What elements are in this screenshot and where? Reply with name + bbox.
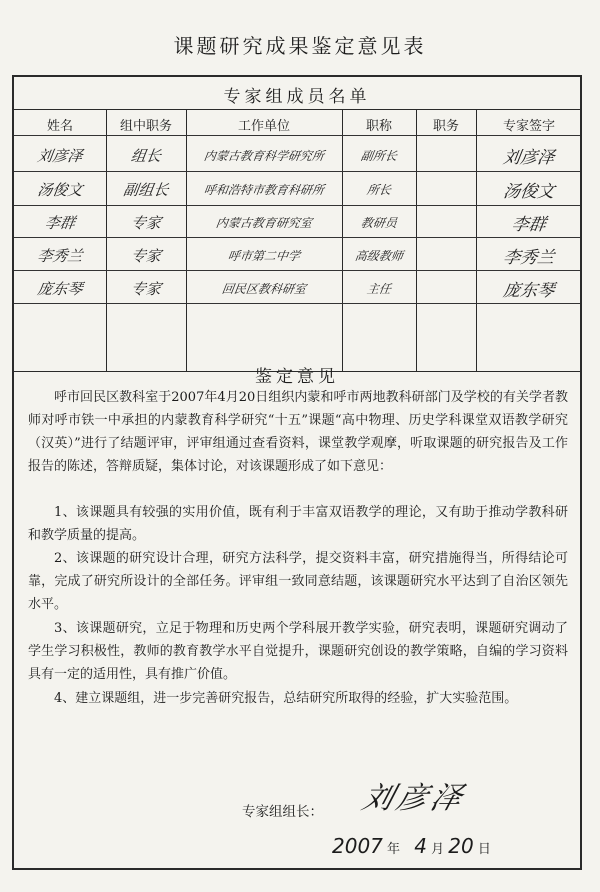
member-title: 主任 <box>365 282 392 296</box>
member-unit: 内蒙古教育科学研究所 <box>202 149 325 163</box>
opinion-point: 3、该课题研究，立足于物理和历史两个学科展开教学实验，研究表明，课题研究调动了学生学习积极性，教师的教育教学水平自觉提升，课题研究创设的教学策略，自编的学习资料具有一定的适用性，具有推广价值。 <box>28 621 568 682</box>
member-name: 汤俊文 <box>36 181 84 199</box>
member-title: 教研员 <box>359 216 398 230</box>
date-day: 20 <box>448 834 474 858</box>
date-month-unit: 月 <box>431 842 445 857</box>
member-unit: 呼和浩特市教育科研所 <box>202 183 325 197</box>
row-divider <box>14 303 580 304</box>
date-year: 2007 <box>332 834 383 858</box>
member-name: 李群 <box>43 214 77 232</box>
column-header-role: 组中职务 <box>119 119 172 134</box>
member-role: 组长 <box>129 147 163 165</box>
column-header-title: 职称 <box>365 119 392 134</box>
member-unit: 回民区教科研室 <box>220 282 307 296</box>
appraisal-form <box>12 75 582 870</box>
member-name: 刘彦泽 <box>36 147 84 165</box>
row-divider <box>14 205 580 206</box>
column-header-signature: 专家签字 <box>502 119 555 134</box>
row-divider <box>14 135 580 136</box>
column-header-name: 姓名 <box>46 119 73 134</box>
leader-signature-label: 专家组组长： <box>242 804 323 820</box>
leader-signature: 刘彦泽 <box>358 781 470 816</box>
member-role: 专家 <box>129 214 163 232</box>
page-title: 课题研究成果鉴定意见表 <box>173 34 427 58</box>
row-divider <box>14 270 580 271</box>
column-header-post: 职务 <box>432 119 459 134</box>
row-divider <box>14 237 580 238</box>
heading-divider <box>14 109 580 110</box>
opinion-intro: 呼市回民区教科室于2007年4月20日组织内蒙和呼市两地教科研部门及学校的有关学者教师对呼市铁一中承担的内蒙教育科学研究“十五”课题“高中物理、历史学科课堂双语教学研究（汉英）”进行了结题评审，评审组通过查看资料，课堂教学观摩，听取课题的研究报告及工作报告的陈述，答辩质疑，集体讨论，对该课题形成了如下意见： <box>28 390 568 474</box>
expert-section-heading: 专家组成员名单 <box>223 87 371 107</box>
member-name: 李秀兰 <box>36 247 84 265</box>
member-role: 专家 <box>129 280 163 298</box>
member-role: 专家 <box>129 247 163 265</box>
column-header-unit: 工作单位 <box>237 119 290 134</box>
opinion-point: 1、该课题具有较强的实用价值，既有利于丰富双语教学的理论，又有助于推动学教科研和教学质量的提高。 <box>28 505 568 543</box>
opinion-section-heading: 鉴定意见 <box>255 367 339 387</box>
opinion-point: 4、建立课题组，进一步完善研究报告，总结研究所取得的经验，扩大实验范围。 <box>54 691 518 706</box>
member-signature: 李群 <box>510 215 548 235</box>
member-signature: 庞东琴 <box>501 281 556 301</box>
member-title: 副所长 <box>359 149 398 163</box>
date-day-unit: 日 <box>477 842 491 857</box>
member-signature: 刘彦泽 <box>501 148 556 168</box>
opinion-point: 2、该课题的研究设计合理，研究方法科学，提交资料丰富，研究措施得当，所得结论可靠，完成了研究所设计的全部任务。评审组一致同意结题，该课题研究水平达到了自治区领先水平。 <box>28 551 568 612</box>
member-signature: 汤俊文 <box>501 182 556 202</box>
signoff-date <box>332 834 491 858</box>
member-role: 副组长 <box>122 181 170 199</box>
member-title: 高级教师 <box>353 249 404 263</box>
member-unit: 呼市第二中学 <box>226 249 301 263</box>
row-divider <box>14 171 580 172</box>
member-signature: 李秀兰 <box>501 248 556 268</box>
member-unit: 内蒙古教育研究室 <box>214 216 313 230</box>
date-month: 4 <box>414 834 427 858</box>
date-year-unit: 年 <box>387 842 401 857</box>
member-name: 庞东琴 <box>36 280 84 298</box>
member-title: 所长 <box>365 183 392 197</box>
